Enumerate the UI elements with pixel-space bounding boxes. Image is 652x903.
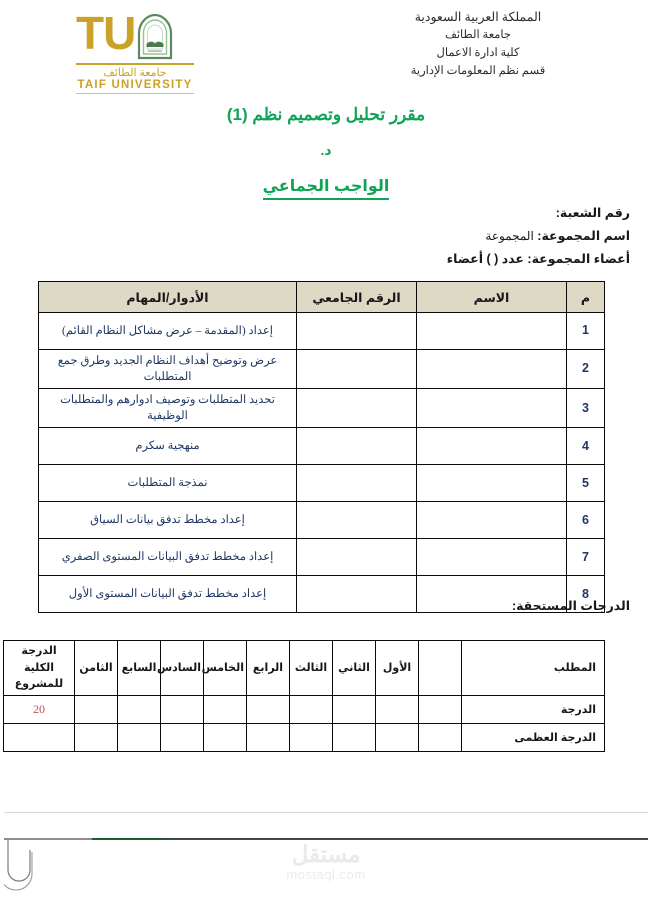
row-name-cell[interactable]	[417, 350, 567, 389]
column-header-student-id: الرقم الجامعي	[297, 282, 417, 313]
grades-column-header-fifth: الخامس	[204, 641, 247, 696]
grades-cell[interactable]	[75, 723, 118, 751]
row-task-cell: عرض وتوضيح أهداف النظام الجديد وطرق جمع المتطلبات	[39, 350, 297, 389]
column-header-name: الاسم	[417, 282, 567, 313]
grades-row-label-score: الدرجة	[462, 695, 605, 723]
institution-line-country: المملكة العربية السعودية	[414, 10, 542, 24]
logo-arabic-name: جامعة الطائف	[103, 66, 167, 79]
grades-project-total-max[interactable]	[4, 723, 75, 751]
grades-cell[interactable]	[204, 723, 247, 751]
row-index: 3	[567, 389, 605, 428]
instructor-label: د.	[320, 142, 332, 158]
institution-line-university: جامعة الطائف	[444, 29, 512, 42]
group-members-value: عدد ( ) أعضاء	[446, 252, 524, 267]
row-index: 6	[567, 502, 605, 539]
row-student-id-cell[interactable]	[297, 539, 417, 576]
row-index: 8	[567, 576, 605, 613]
watermark-arabic: مستقل	[291, 841, 361, 867]
row-task-cell: إعداد مخطط تدفق البيانات المستوى الصفري	[39, 539, 297, 576]
row-index: 4	[567, 428, 605, 465]
row-student-id-cell[interactable]	[297, 576, 417, 613]
row-task-cell: إعداد مخطط تدفق بيانات السياق	[39, 502, 297, 539]
document-header	[0, 0, 652, 100]
group-members-label: أعضاء المجموعة:	[527, 252, 630, 267]
grades-cell[interactable]	[118, 695, 161, 723]
grades-cell[interactable]	[161, 723, 204, 751]
grades-column-header-fourth: الرابع	[247, 641, 290, 696]
project-total-line-1: الدرجة الكلية	[21, 645, 57, 674]
group-info-block	[447, 202, 630, 271]
course-number: (1)	[226, 105, 248, 124]
grades-cell[interactable]	[290, 695, 333, 723]
row-student-id-cell[interactable]	[297, 502, 417, 539]
grades-cell[interactable]	[333, 723, 376, 751]
table-row	[39, 465, 605, 502]
column-header-roles-tasks: الأدوار/المهام	[39, 282, 297, 313]
grades-section-label: الدرجات المستحقة:	[511, 599, 630, 613]
row-student-id-cell[interactable]	[297, 350, 417, 389]
grades-column-header-third: الثالث	[290, 641, 333, 696]
grades-table-header-row	[4, 641, 605, 696]
row-task-cell: منهجية سكرم	[39, 428, 297, 465]
grades-cell[interactable]	[376, 723, 419, 751]
group-members-line	[447, 248, 630, 271]
row-task-cell: إعداد مخطط تدفق البيانات المستوى الأول	[39, 576, 297, 613]
course-title	[0, 105, 652, 125]
grades-column-header-sixth: السادس	[161, 641, 204, 696]
row-task-cell: تحديد المتطلبات وتوصيف ادوارهم والمتطلبات الوظيفية	[39, 389, 297, 428]
row-index: 5	[567, 465, 605, 502]
footer-rule-segment-dark	[162, 838, 648, 840]
row-name-cell[interactable]	[417, 428, 567, 465]
table-row	[39, 313, 605, 350]
taif-university-logo	[76, 7, 194, 94]
mostaql-watermark	[0, 842, 652, 882]
mosque-arch-book-emblem-icon	[137, 14, 173, 65]
tu-monogram: TU	[76, 7, 136, 59]
grades-project-total-score[interactable]: 20	[4, 695, 75, 723]
grades-column-header-blank	[419, 641, 462, 696]
members-roles-table	[38, 281, 605, 613]
grades-cell[interactable]	[333, 695, 376, 723]
grades-row-score	[4, 695, 605, 723]
grades-cell[interactable]	[247, 723, 290, 751]
grades-cell[interactable]	[290, 723, 333, 751]
table-row	[39, 428, 605, 465]
row-name-cell[interactable]	[417, 502, 567, 539]
watermark-latin: mostaql.com	[286, 867, 366, 883]
group-name-value: المجموعة	[485, 229, 534, 244]
grades-column-header-project-total	[4, 641, 75, 696]
grades-cell[interactable]	[75, 695, 118, 723]
logo-divider-bottom	[76, 93, 194, 95]
grades-row-label-max: الدرجة العظمى	[462, 723, 605, 751]
row-task-cell: إعداد (المقدمة – عرض مشاكل النظام القائم)	[39, 313, 297, 350]
grades-cell[interactable]	[161, 695, 204, 723]
logo-english-name: TAIF UNIVERSITY	[77, 78, 193, 91]
grades-column-header-seventh: السابع	[118, 641, 161, 696]
row-index: 7	[567, 539, 605, 576]
grades-column-header-requirement: المطلب	[462, 641, 605, 696]
row-index: 2	[567, 350, 605, 389]
row-name-cell[interactable]	[417, 539, 567, 576]
grades-column-header-eighth: الثامن	[75, 641, 118, 696]
grades-cell[interactable]	[419, 695, 462, 723]
row-name-cell[interactable]	[417, 313, 567, 350]
u-shape-decoration-icon	[4, 840, 46, 898]
grades-cell[interactable]	[247, 695, 290, 723]
row-student-id-cell[interactable]	[297, 428, 417, 465]
section-number-label: رقم الشعبة:	[555, 206, 630, 220]
table-row	[39, 389, 605, 428]
grades-row-max	[4, 723, 605, 751]
logo-top-row	[76, 7, 194, 60]
table-row	[39, 539, 605, 576]
institution-line-college: كلية ادارة الاعمال	[436, 47, 520, 60]
title-block	[0, 105, 652, 200]
row-name-cell[interactable]	[417, 389, 567, 428]
institution-line-department: قسم نظم المعلومات الإدارية	[410, 65, 546, 77]
members-table-header-row	[39, 282, 605, 313]
row-student-id-cell[interactable]	[297, 389, 417, 428]
group-name-label: اسم المجموعة:	[537, 229, 630, 244]
table-row	[39, 350, 605, 389]
row-task-cell: نمذجة المتطلبات	[39, 465, 297, 502]
institution-address-block	[328, 8, 628, 81]
footer-rule-segment-green	[92, 838, 162, 840]
grades-cell[interactable]	[118, 723, 161, 751]
row-index: 1	[567, 313, 605, 350]
row-student-id-cell[interactable]	[297, 465, 417, 502]
footer-rule	[4, 838, 648, 840]
grades-column-header-second: الثاني	[333, 641, 376, 696]
page-frame-line	[4, 812, 648, 813]
grades-cell[interactable]	[376, 695, 419, 723]
grades-column-header-first: الأول	[376, 641, 419, 696]
assignment-title: الواجب الجماعي	[263, 176, 390, 200]
table-row	[39, 502, 605, 539]
section-number-line	[447, 202, 630, 225]
group-name-line	[447, 225, 630, 248]
column-header-index: م	[567, 282, 605, 313]
row-student-id-cell[interactable]	[297, 313, 417, 350]
grades-cell[interactable]	[204, 695, 247, 723]
row-name-cell[interactable]	[417, 465, 567, 502]
grades-cell[interactable]	[419, 723, 462, 751]
course-title-text: مقرر تحليل وتصميم نظم	[252, 105, 426, 124]
grades-table	[3, 640, 605, 752]
project-total-line-2: للمشروع	[14, 678, 64, 690]
